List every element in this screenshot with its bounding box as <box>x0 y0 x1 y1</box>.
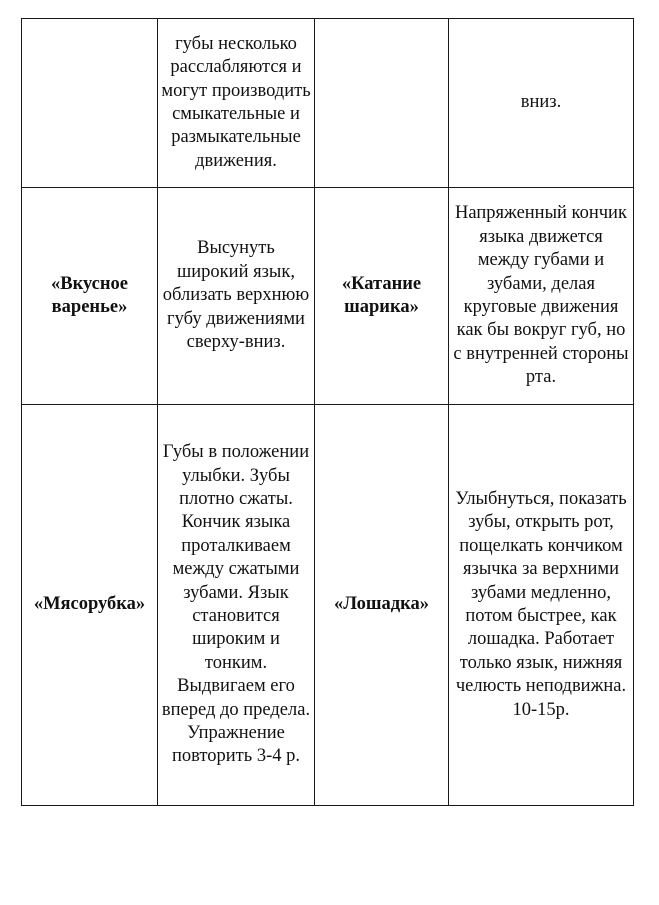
exercise-description-cell <box>449 19 634 188</box>
exercise-description: Высунуть широкий язык, облизать верхнюю губу движениями сверху-вниз. <box>162 238 310 353</box>
exercise-name-cell <box>22 188 158 405</box>
exercise-name-cell <box>315 405 449 806</box>
exercise-description-cell <box>449 188 634 405</box>
exercise-description-cell <box>158 19 315 188</box>
exercise-name: «Лошадка» <box>334 594 429 615</box>
exercise-name-cell <box>22 405 158 806</box>
exercise-description: губы несколько расслабляются и могут производить смыкательные и размыкательные движения. <box>161 33 311 171</box>
exercise-name-cell <box>315 19 449 188</box>
exercise-description-cell <box>158 405 315 806</box>
exercise-description: Улыбнуться, показать зубы, открыть рот, пощелкать кончиком язычка за верхними зубами медленно, потом быстрее, как лошадка. Работает только язык, нижняя челюсть неподвижна. 10-15р. <box>455 488 627 720</box>
table-row <box>22 188 634 405</box>
exercise-description-cell <box>158 188 315 405</box>
exercise-description: вниз. <box>520 92 562 113</box>
exercise-name: «Катание шарика» <box>341 273 422 317</box>
exercise-name-cell <box>22 19 158 188</box>
table-row <box>22 19 634 188</box>
exercises-table <box>21 18 634 806</box>
exercise-description: Губы в положении улыбки. Зубы плотно сжаты. Кончик языка проталкиваем между сжатыми зубами. Язык становится широким и тонким. Выдвигаем его вперед до предела. Упражнение повторить 3-4 р. <box>161 442 311 767</box>
exercise-description-cell <box>449 405 634 806</box>
table-row <box>22 405 634 806</box>
exercise-description: Напряженный кончик языка движется между губами и зубами, делая круговые движения как бы вокруг губ, но с внутренней стороны рта. <box>453 203 629 388</box>
exercise-name: «Вкусное варенье» <box>51 273 128 317</box>
exercise-name-cell <box>315 188 449 405</box>
exercise-name: «Мясорубка» <box>33 594 146 615</box>
